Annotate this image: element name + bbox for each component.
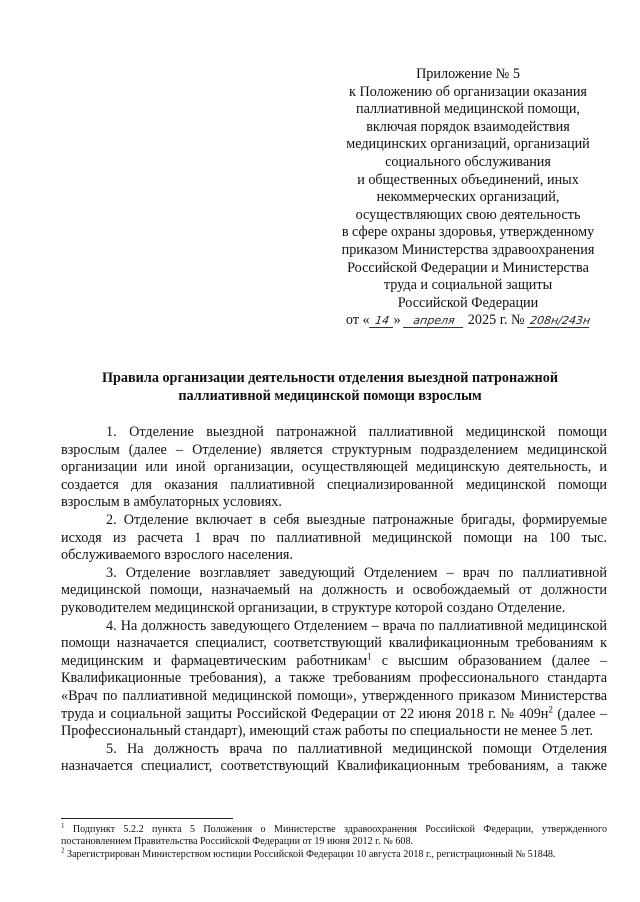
footnote-1-mark: 1 (61, 821, 65, 830)
approval-line: к Положению об организации оказания (349, 83, 587, 100)
date-prefix: от « (345, 312, 370, 329)
footnote-1-text: Подпункт 5.2.2 пункта 5 Положения о Министерстве здравоохранения Российской Федерации, утвержденного постановлением Правительства Российской Федерации от 19 июня 2012 г. № 608. (61, 824, 607, 848)
approval-date-line (318, 312, 618, 330)
approval-line: социального обслуживания (385, 153, 551, 170)
paragraph-4-part-b: с высшим образованием (далее – Квалификационные требования), а также требованиям профессионального стандарта «Врач по паллиативной медицинской помощи», утвержденного приказом Министерства труда и социальной защиты Российской Федерации от 22 июня 2018 г. № 409н (61, 652, 607, 722)
paragraph-2: 2. Отделение включает в себя выездные патронажные бригады, формируемые исходя из расчета 1 врач по паллиативной медицинской помощи на 100 тыс. обслуживаемого взрослого населения. (61, 511, 607, 564)
footnotes (61, 821, 607, 861)
approval-line: труда и социальной защиты (383, 277, 553, 294)
footnote-2 (61, 846, 607, 861)
handwritten-day: 14 (369, 314, 395, 328)
footnote-2-text: Зарегистрирован Министерством юстиции Российской Федерации 10 августа 2018 г., регистрационный № 51848. (64, 848, 556, 860)
approval-line: некоммерческих организаций, (376, 189, 560, 206)
footnote-separator (61, 818, 233, 819)
paragraph-4-part-a: 4. На должность заведующего Отделением – врача по паллиативной медицинской помощи назначается специалист, соответствующий квалификационным требованиям к медицинским и фармацевтическим работникам (61, 617, 607, 669)
approval-line: Приложение № 5 (416, 66, 520, 82)
paragraph-5: 5. На должность врача по паллиативной медицинской помощи Отделения назначается специалист, соответствующий Квалификационным требованиям, а также (61, 740, 607, 775)
date-year: 2025 г. № (467, 312, 525, 329)
approval-line: паллиативной медицинской помощи, (356, 101, 580, 118)
title-line-1: Правила организации деятельности отделения выездной патронажной (102, 370, 558, 386)
approval-line: приказом Министерства здравоохранения (341, 241, 595, 258)
paragraph-1: 1. Отделение выездной патронажной паллиативной медицинской помощи взрослым (далее – Отделение) является структурным подразделением медицинской организации или иной организации, осуществляющей медицинскую деятельность, и создается для оказания паллиативной специализированной медицинской помощи взрослым в амбулаторных условиях. (61, 424, 607, 511)
document-title (60, 370, 600, 405)
title-line-2: паллиативной медицинской помощи взрослым (178, 387, 482, 404)
footnote-2-mark: 2 (61, 846, 65, 855)
approval-line: осуществляющих свою деятельность (355, 206, 581, 223)
footnote-1 (61, 821, 607, 849)
date-quote-close: » (393, 312, 401, 329)
footnote-ref-1: 1 (367, 650, 372, 661)
handwritten-order-number: 208н/243н (527, 314, 591, 328)
paragraph-3: 3. Отделение возглавляет заведующий Отделением – врач по паллиативной медицинской помощи, назначаемый на должность и освобождаемый от должности руководителем медицинской организации, в структуре которой создано Отделение. (61, 564, 607, 616)
footnote-ref-2: 2 (548, 703, 553, 714)
approval-line: Российской Федерации и Министерства (347, 259, 589, 276)
approval-line: медицинских организаций, организаций (346, 136, 590, 153)
approval-line: в сфере охраны здоровья, утвержденному (341, 224, 595, 241)
approval-line: и общественных объединений, иных (357, 171, 579, 188)
approval-line: включая порядок взаимодействия (366, 118, 570, 135)
paragraph-4 (61, 618, 607, 741)
approval-line: Российской Федерации (397, 294, 539, 311)
handwritten-month: апреля (403, 314, 465, 328)
paragraph-4-part-c: (далее – Профессиональный стандарт), имеющий стаж работы по специальности не менее 5 лет. (61, 705, 607, 740)
approval-block (318, 66, 618, 330)
document-body (61, 424, 607, 776)
